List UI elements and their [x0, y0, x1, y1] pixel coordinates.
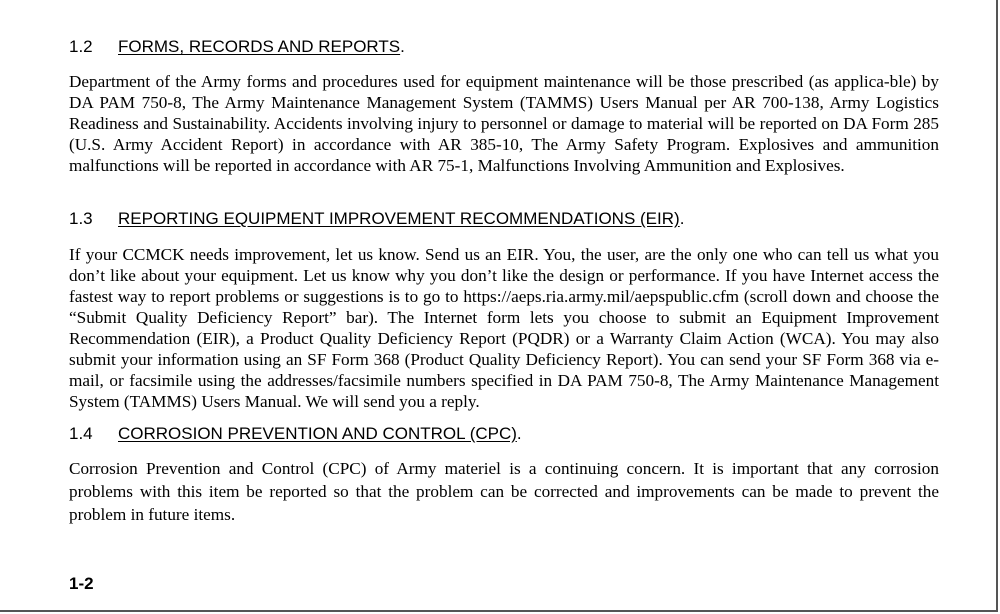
section-number: 1.4 — [69, 424, 93, 443]
section-heading-forms-records-reports — [69, 37, 405, 57]
section-title: CORROSION PREVENTION AND CONTROL (CPC) — [118, 424, 517, 443]
section-number: 1.2 — [69, 37, 93, 56]
heading-period: . — [516, 424, 522, 443]
page-number: 1-2 — [69, 574, 94, 593]
section-title: REPORTING EQUIPMENT IMPROVEMENT RECOMMENDATIONS (EIR) — [118, 209, 680, 228]
heading-period: . — [679, 209, 685, 228]
section-title: FORMS, RECORDS AND REPORTS — [118, 37, 401, 56]
section-paragraph-corrosion-prevention: Corrosion Prevention and Control (CPC) of Army materiel is a continuing concern. It is important that any corrosion problems with this item be reported so that the problem can be corrected and improvements can be made to prevent the problem in future items. — [69, 459, 939, 524]
section-paragraph-forms-records-reports: Department of the Army forms and procedures used for equipment maintenance will be those prescribed (as applica-ble) by DA PAM 750-8, The Army Maintenance Management System (TAMMS) Users Manual per AR 700-138, Army Logistics Readiness and Sustainability. Accidents involving injury to personnel or damage to material will be reported on DA Form 285 (U.S. Army Accident Report) in accordance with AR 385-10, The Army Safety Program. Explosives and ammunition malfunctions will be reported in accordance with AR 75-1, Malfunctions Involving Ammunition and Explosives. — [69, 72, 939, 175]
section-heading-reporting-eir — [69, 209, 684, 229]
heading-period: . — [400, 37, 405, 56]
section-paragraph-reporting-eir: If your CCMCK needs improvement, let us know. Send us an EIR. You, the user, are the only one who can tell us what you don’t like about your equipment. Let us know why you don’t like the design or performance. If you have Internet access the fastest way to report problems or suggestions is to go to https://aeps.ria.army.mil/aepspublic.cfm (scroll down and choose the “Submit Quality Deficiency Report” bar). The Internet form lets you choose to submit an Equipment Improvement Recommendation (EIR), a Product Quality Deficiency Report (PQDR) or a Warranty Claim Action (WCA). You may also submit your information using an SF Form 368 (Product Quality Deficiency Report). You can send your SF Form 368 via e-mail, or facsimile using the addresses/facsimile numbers specified in DA PAM 750-8, The Army Maintenance Management System (TAMMS) Users Manual. We will send you a reply. — [69, 245, 939, 411]
section-heading-corrosion-prevention — [69, 424, 522, 444]
section-number: 1.3 — [69, 209, 93, 228]
